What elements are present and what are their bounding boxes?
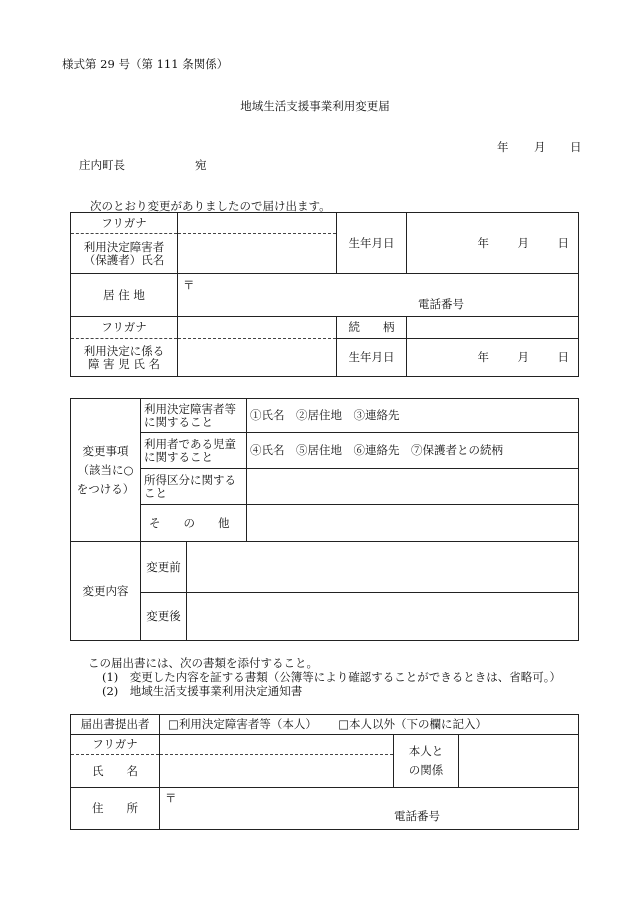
applicant-birth-day: 日 xyxy=(557,235,569,250)
change-after-field[interactable] xyxy=(187,593,579,641)
applicant-name-label xyxy=(71,234,178,274)
submitter-relation-field[interactable] xyxy=(459,735,579,788)
relationship-field[interactable] xyxy=(407,317,579,339)
change-row-options[interactable] xyxy=(247,505,579,542)
child-birth-month: 月 xyxy=(517,350,529,364)
child-birth-day: 日 xyxy=(557,350,569,364)
child-birthdate-label: 生年月日 xyxy=(337,339,407,377)
date-day-label: 日 xyxy=(570,140,582,154)
change-row-label: 所得区分に関すること xyxy=(141,469,247,505)
submitter-address-field[interactable] xyxy=(160,788,579,830)
submitter-table xyxy=(70,714,579,830)
changes-table xyxy=(70,398,579,641)
postal-mark: 〒 xyxy=(183,278,195,292)
change-after-label: 変更後 xyxy=(141,593,187,641)
relationship-label: 続 柄 xyxy=(337,317,407,339)
applicant-name-field[interactable] xyxy=(178,234,337,274)
submitter-name-field[interactable] xyxy=(160,755,394,788)
page-title: 地域生活支援事業利用変更届 xyxy=(240,99,390,113)
submitter-option-other[interactable]: □本人以外（下の欄に記入） xyxy=(338,717,488,731)
intro-text: 次のとおり変更がありましたので届け出ます。 xyxy=(90,199,331,213)
date-month-label: 月 xyxy=(534,140,546,154)
applicant-birthdate-label: 生年月日 xyxy=(337,213,407,274)
applicant-name-label-line1: 利用決定障害者 xyxy=(83,239,165,254)
submitter-options xyxy=(160,715,579,735)
submitter-relation-label xyxy=(394,735,459,788)
applicant-birthdate-field[interactable] xyxy=(407,213,579,274)
attachments-intro: この届出書には、次の書類を添付すること。 xyxy=(88,656,318,670)
child-birth-year: 年 xyxy=(477,350,489,364)
applicant-table xyxy=(70,212,579,377)
phone-label: 電話番号 xyxy=(418,297,464,311)
change-before-field[interactable] xyxy=(187,542,579,593)
child-furigana-label: フリガナ xyxy=(71,317,178,339)
change-row-options[interactable] xyxy=(247,469,579,505)
applicant-birth-year: 年 xyxy=(477,235,489,250)
child-name-label-line1: 利用決定に係る xyxy=(83,343,165,358)
change-row-options[interactable]: ①氏名 ②居住地 ③連絡先 xyxy=(247,399,579,433)
attachment-item: (1) 変更した内容を証する書類（公簿等により確認することができるときは、省略可。） xyxy=(102,670,562,684)
change-category-line3: をつける） xyxy=(76,481,135,496)
submitter-address-label: 住 所 xyxy=(71,788,160,830)
child-furigana-field[interactable] xyxy=(178,317,337,339)
submitter-relation-line2: の関係 xyxy=(408,763,444,777)
attachment-item: (2) 地域生活支援事業利用決定通知書 xyxy=(102,684,303,698)
submitter-name-label: 氏 名 xyxy=(71,755,160,788)
change-row-options[interactable]: ④氏名 ⑤居住地 ⑥連絡先 ⑦保護者との続柄 xyxy=(247,433,579,469)
submitter-relation-line1: 本人と xyxy=(408,744,444,758)
applicant-name-label-line2: （保護者）氏名 xyxy=(83,252,165,267)
change-category-line2: （該当に○ xyxy=(77,462,134,477)
change-row-label: 利用者である児童に関すること xyxy=(141,433,247,469)
child-name-field[interactable] xyxy=(178,339,337,377)
change-category-label xyxy=(71,399,141,542)
applicant-furigana-label: フリガナ xyxy=(71,213,178,234)
addressee-name: 庄内町長 xyxy=(79,158,125,172)
child-birthdate-field[interactable] xyxy=(407,339,579,377)
submitter-option-self[interactable]: □利用決定障害者等（本人） xyxy=(168,717,317,731)
submitter-phone-label: 電話番号 xyxy=(394,809,440,823)
change-row-label: 利用決定障害者等に関すること xyxy=(141,399,247,433)
submitter-postal-mark: 〒 xyxy=(165,791,177,805)
child-name-label xyxy=(71,339,178,377)
address-label: 居 住 地 xyxy=(71,274,178,317)
applicant-furigana-field[interactable] xyxy=(178,213,337,234)
change-content-label: 変更内容 xyxy=(71,542,141,641)
child-name-label-line2: 障 害 児 氏 名 xyxy=(87,356,161,371)
addressee-honorific: 宛 xyxy=(195,158,207,172)
submitter-furigana-label: フリガナ xyxy=(71,735,160,755)
submitter-label: 届出書提出者 xyxy=(71,715,160,735)
change-row-label: そ の 他 xyxy=(141,505,247,542)
applicant-birth-month: 月 xyxy=(517,235,529,250)
change-before-label: 変更前 xyxy=(141,542,187,593)
address-field[interactable] xyxy=(178,274,579,317)
submitter-furigana-field[interactable] xyxy=(160,735,394,755)
form-number: 様式第 29 号（第 111 条関係） xyxy=(62,57,229,71)
change-category-line1: 変更事項 xyxy=(82,443,129,458)
date-year-label: 年 xyxy=(497,140,509,154)
